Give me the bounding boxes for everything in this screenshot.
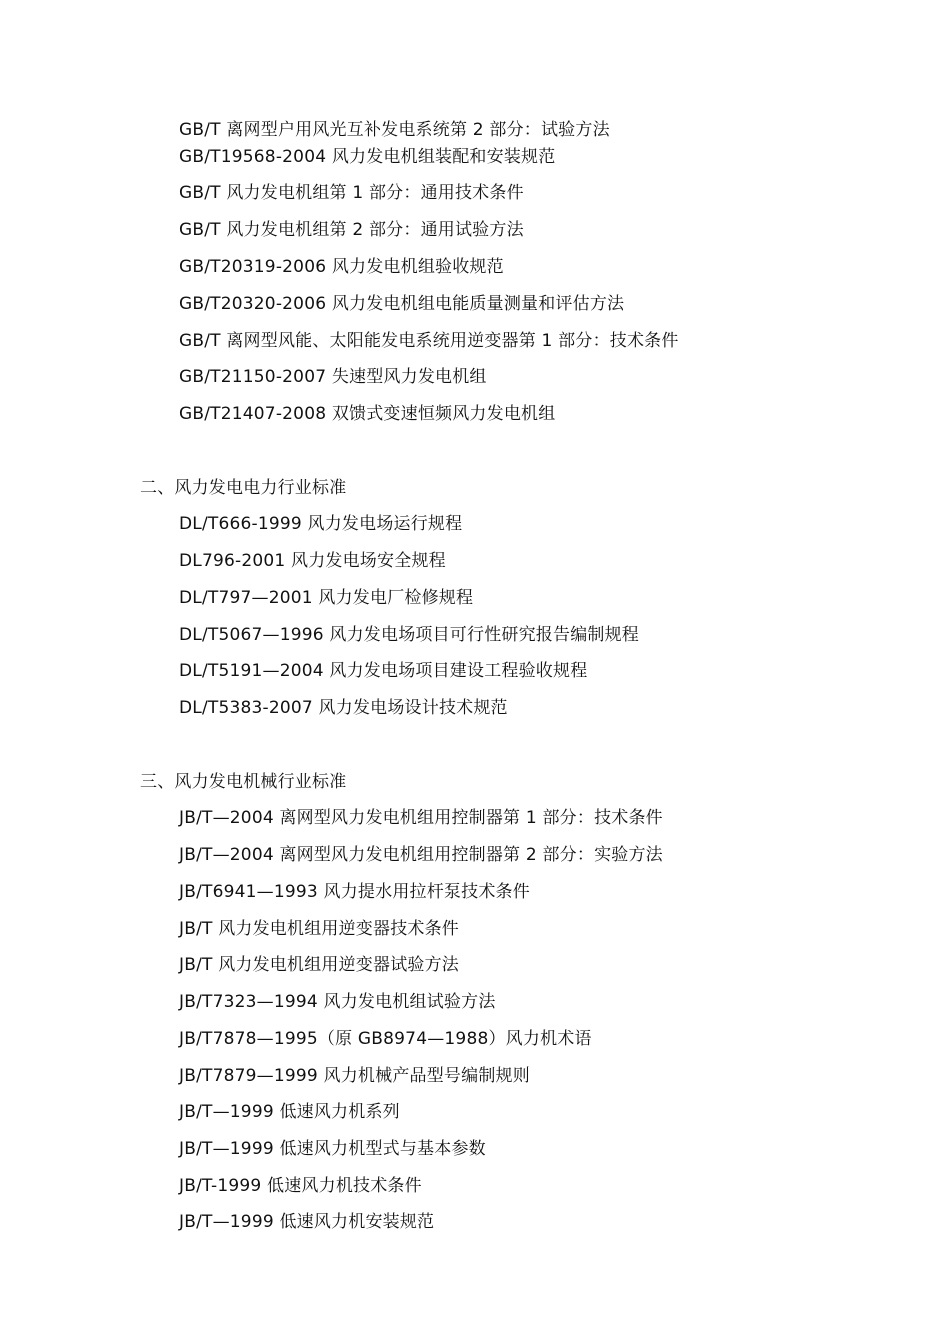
dl-standard-item: DL/T5067—1996 风力发电场项目可行性研究报告编制规程 bbox=[179, 625, 640, 645]
jb-standard-item: JB/T7323—1994 风力发电机组试验方法 bbox=[179, 992, 496, 1012]
dl-standard-item: DL/T5383-2007 风力发电场设计技术规范 bbox=[179, 698, 508, 718]
gb-standard-item: GB/T 风力发电机组第 2 部分：通用试验方法 bbox=[179, 220, 524, 240]
jb-standard-item: JB/T—2004 离网型风力发电机组用控制器第 2 部分：实验方法 bbox=[179, 845, 663, 865]
gb-standard-item: GB/T21407-2008 双馈式变速恒频风力发电机组 bbox=[179, 404, 556, 424]
gb-standard-item: GB/T 离网型风能、太阳能发电系统用逆变器第 1 部分：技术条件 bbox=[179, 331, 679, 351]
section-heading-jb: 三、风力发电机械行业标准 bbox=[140, 772, 347, 792]
jb-standard-item: JB/T-1999 低速风力机技术条件 bbox=[179, 1176, 422, 1196]
section-heading-dl: 二、风力发电电力行业标准 bbox=[140, 478, 347, 498]
jb-standard-item: JB/T7878—1995（原 GB8974—1988）风力机术语 bbox=[179, 1029, 592, 1049]
jb-standard-item: JB/T—1999 低速风力机系列 bbox=[179, 1102, 400, 1122]
jb-standard-item: JB/T—2004 离网型风力发电机组用控制器第 1 部分：技术条件 bbox=[179, 808, 663, 828]
dl-standard-item: DL796-2001 风力发电场安全规程 bbox=[179, 551, 446, 571]
dl-standard-item: DL/T797—2001 风力发电厂检修规程 bbox=[179, 588, 474, 608]
jb-standard-item: JB/T7879—1999 风力机械产品型号编制规则 bbox=[179, 1066, 530, 1086]
gb-standard-item: GB/T 风力发电机组第 1 部分：通用技术条件 bbox=[179, 183, 524, 203]
jb-standard-item: JB/T 风力发电机组用逆变器技术条件 bbox=[179, 919, 459, 939]
dl-standard-item: DL/T5191—2004 风力发电场项目建设工程验收规程 bbox=[179, 661, 588, 681]
gb-standard-item: GB/T20319-2006 风力发电机组验收规范 bbox=[179, 257, 504, 277]
gb-standard-item: GB/T21150-2007 失速型风力发电机组 bbox=[179, 367, 487, 387]
jb-standard-item: JB/T 风力发电机组用逆变器试验方法 bbox=[179, 955, 459, 975]
dl-standard-item: DL/T666-1999 风力发电场运行规程 bbox=[179, 514, 463, 534]
jb-standard-item: JB/T—1999 低速风力机安装规范 bbox=[179, 1212, 435, 1232]
gb-standard-item: GB/T19568-2004 风力发电机组装配和安装规范 bbox=[179, 147, 556, 167]
gb-standard-item: GB/T20320-2006 风力发电机组电能质量测量和评估方法 bbox=[179, 294, 625, 314]
gb-standard-item: GB/T 离网型户用风光互补发电系统第 2 部分：试验方法 bbox=[179, 120, 610, 140]
jb-standard-item: JB/T—1999 低速风力机型式与基本参数 bbox=[179, 1139, 486, 1159]
jb-standard-item: JB/T6941—1993 风力提水用拉杆泵技术条件 bbox=[179, 882, 530, 902]
